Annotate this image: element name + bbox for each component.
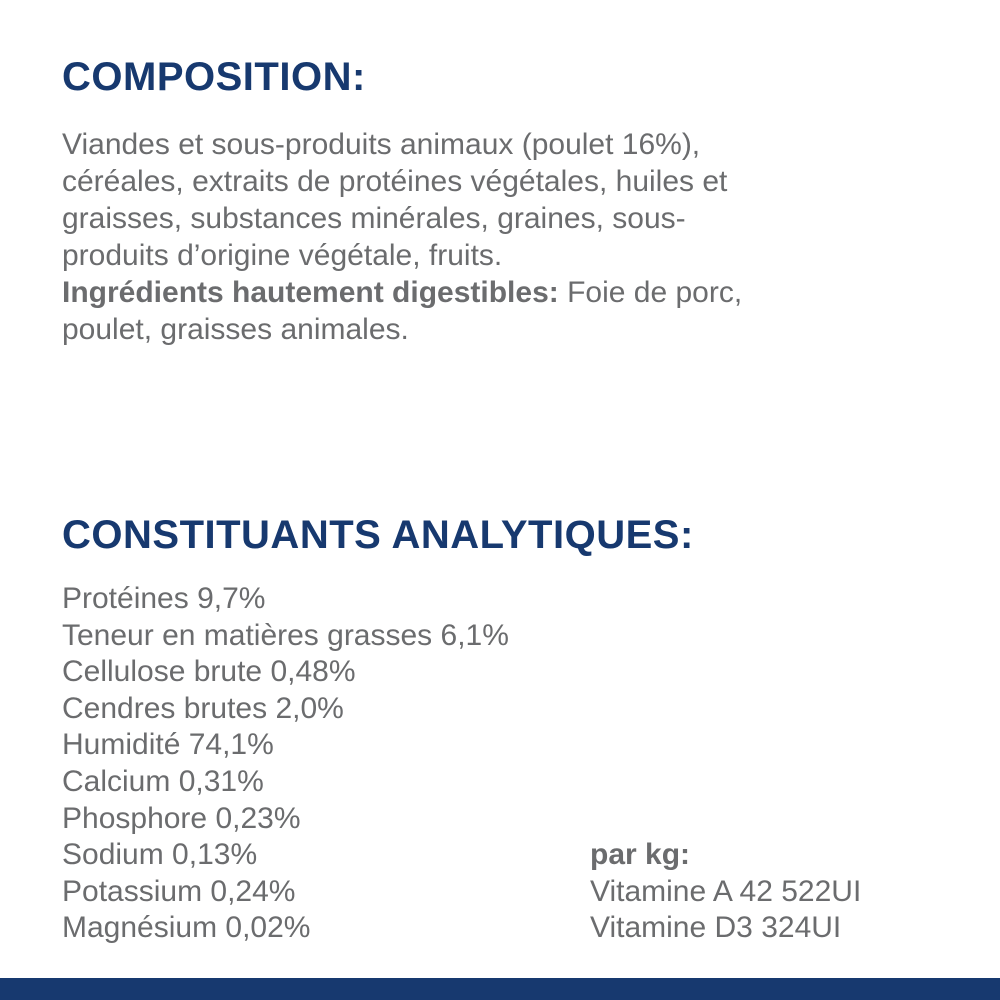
digestible-ingredients-rest: Foie de porc, bbox=[558, 276, 743, 309]
digestible-ingredients-label: Ingrédients hautement digestibles: bbox=[62, 276, 559, 309]
digestible-ingredients-line2: poulet, graisses animales. bbox=[62, 313, 409, 346]
per-kg-label: par kg: bbox=[590, 838, 691, 871]
analytical-constituents-heading: CONSTITUANTS ANALYTIQUES: bbox=[62, 513, 694, 557]
analytical-item-humidite: Humidité 74,1% bbox=[62, 728, 274, 762]
analytical-constituents-list bbox=[62, 581, 509, 947]
analytical-item-cellulose: Cellulose brute 0,48% bbox=[62, 655, 356, 689]
analytical-item-phosphore: Phosphore 0,23% bbox=[62, 801, 301, 835]
composition-line: produits d’origine végétale, fruits. bbox=[62, 239, 503, 272]
analytical-item-calcium: Calcium 0,31% bbox=[62, 764, 264, 798]
composition-heading: COMPOSITION: bbox=[62, 55, 366, 99]
analytical-item-potassium: Potassium 0,24% bbox=[62, 874, 296, 908]
bottom-navy-bar bbox=[0, 978, 1000, 1000]
analytical-item-cendres: Cendres brutes 2,0% bbox=[62, 691, 344, 725]
composition-line: Viandes et sous-produits animaux (poulet 16%), bbox=[62, 128, 701, 161]
composition-body bbox=[62, 126, 742, 348]
analytical-item-matieres-grasses: Teneur en matières grasses 6,1% bbox=[62, 618, 509, 652]
analytical-item-sodium: Sodium 0,13% bbox=[62, 838, 258, 872]
digestible-ingredients-line bbox=[62, 274, 742, 311]
vitamine-d3-line: Vitamine D3 324UI bbox=[590, 911, 842, 945]
analytical-item-proteines: Protéines 9,7% bbox=[62, 582, 266, 615]
composition-line: céréales, extraits de protéines végétales, huiles et bbox=[62, 165, 728, 198]
analytical-item-magnesium: Magnésium 0,02% bbox=[62, 911, 311, 945]
composition-line: graisses, substances minérales, graines, sous- bbox=[62, 202, 686, 235]
vitamine-a-line: Vitamine A 42 522UI bbox=[590, 874, 862, 908]
per-kg-block bbox=[590, 837, 861, 947]
